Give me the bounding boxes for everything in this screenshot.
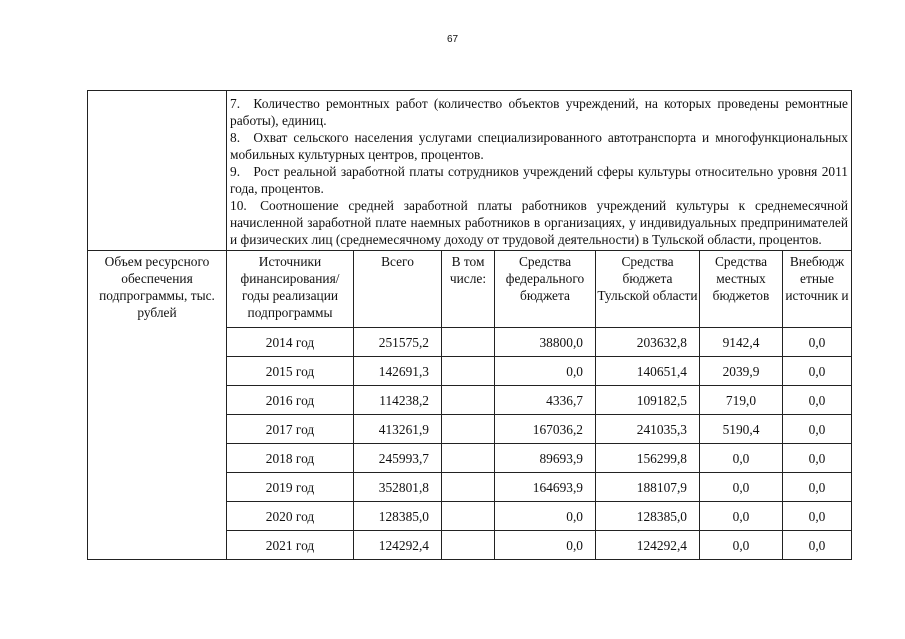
local-cell: 0,0	[700, 473, 783, 502]
indicator-item: 10. Соотношение средней заработной платы работников учреждений культуры к среднемесячной начисленной заработной плате наемных работников в организациях, у индивидуальных предпринимателей и физических лиц (среднемесячному доходу от трудовой деятельности) в Тульской области, процентов.	[230, 198, 848, 247]
funding-label: Объем ресурсного обеспечения подпрограммы, тыс. рублей	[88, 251, 227, 560]
header-source: Источники финансирования/ годы реализации подпрограммы	[227, 251, 354, 328]
extra-cell: 0,0	[783, 357, 852, 386]
year-cell: 2016 год	[227, 386, 354, 415]
indicator-item: 8. Охват сельского населения услугами специализированного автотранспорта и многофункциональных мобильных культурных центров, процентов.	[230, 130, 848, 162]
year-cell: 2020 год	[227, 502, 354, 531]
regional-cell: 128385,0	[596, 502, 700, 531]
federal-cell: 0,0	[495, 357, 596, 386]
including-cell	[442, 444, 495, 473]
year-cell: 2018 год	[227, 444, 354, 473]
indicators-row	[88, 91, 852, 251]
extra-cell: 0,0	[783, 444, 852, 473]
local-cell: 0,0	[700, 444, 783, 473]
including-cell	[442, 473, 495, 502]
local-cell: 719,0	[700, 386, 783, 415]
header-including: В том числе:	[442, 251, 495, 328]
page-number: 67	[446, 34, 459, 45]
including-cell	[442, 386, 495, 415]
regional-cell: 109182,5	[596, 386, 700, 415]
year-cell: 2015 год	[227, 357, 354, 386]
funding-table	[87, 90, 852, 560]
federal-cell: 0,0	[495, 502, 596, 531]
header-federal: Средства федерального бюджета	[495, 251, 596, 328]
including-cell	[442, 531, 495, 560]
total-cell: 245993,7	[354, 444, 442, 473]
federal-cell: 38800,0	[495, 328, 596, 357]
extra-cell: 0,0	[783, 473, 852, 502]
including-cell	[442, 502, 495, 531]
regional-cell: 124292,4	[596, 531, 700, 560]
regional-cell: 203632,8	[596, 328, 700, 357]
header-local: Средства местных бюджетов	[700, 251, 783, 328]
including-cell	[442, 415, 495, 444]
indicators-empty-cell	[88, 91, 227, 251]
indicator-item: 9. Рост реальной заработной платы сотрудников учреждений сферы культуры относительно уровня 2011 года, процентов.	[230, 164, 848, 196]
total-cell: 413261,9	[354, 415, 442, 444]
indicator-item: 7. Количество ремонтных работ (количество объектов учреждений, на которых проведены ремонтные работы), единиц.	[230, 96, 848, 128]
total-cell: 124292,4	[354, 531, 442, 560]
total-cell: 114238,2	[354, 386, 442, 415]
including-cell	[442, 357, 495, 386]
local-cell: 9142,4	[700, 328, 783, 357]
federal-cell: 164693,9	[495, 473, 596, 502]
extra-cell: 0,0	[783, 502, 852, 531]
extra-cell: 0,0	[783, 386, 852, 415]
federal-cell: 167036,2	[495, 415, 596, 444]
federal-cell: 4336,7	[495, 386, 596, 415]
total-cell: 352801,8	[354, 473, 442, 502]
local-cell: 0,0	[700, 531, 783, 560]
regional-cell: 241035,3	[596, 415, 700, 444]
header-extra: Внебюдж етные источник и	[783, 251, 852, 328]
federal-cell: 89693,9	[495, 444, 596, 473]
year-cell: 2021 год	[227, 531, 354, 560]
total-cell: 251575,2	[354, 328, 442, 357]
extra-cell: 0,0	[783, 328, 852, 357]
year-cell: 2014 год	[227, 328, 354, 357]
indicators-cell	[227, 91, 852, 251]
local-cell: 5190,4	[700, 415, 783, 444]
header-regional: Средства бюджета Тульской области	[596, 251, 700, 328]
extra-cell: 0,0	[783, 415, 852, 444]
local-cell: 2039,9	[700, 357, 783, 386]
year-cell: 2019 год	[227, 473, 354, 502]
header-total: Всего	[354, 251, 442, 328]
federal-cell: 0,0	[495, 531, 596, 560]
year-cell: 2017 год	[227, 415, 354, 444]
header-row	[88, 251, 852, 328]
regional-cell: 188107,9	[596, 473, 700, 502]
total-cell: 142691,3	[354, 357, 442, 386]
total-cell: 128385,0	[354, 502, 442, 531]
extra-cell: 0,0	[783, 531, 852, 560]
regional-cell: 156299,8	[596, 444, 700, 473]
including-cell	[442, 328, 495, 357]
regional-cell: 140651,4	[596, 357, 700, 386]
local-cell: 0,0	[700, 502, 783, 531]
